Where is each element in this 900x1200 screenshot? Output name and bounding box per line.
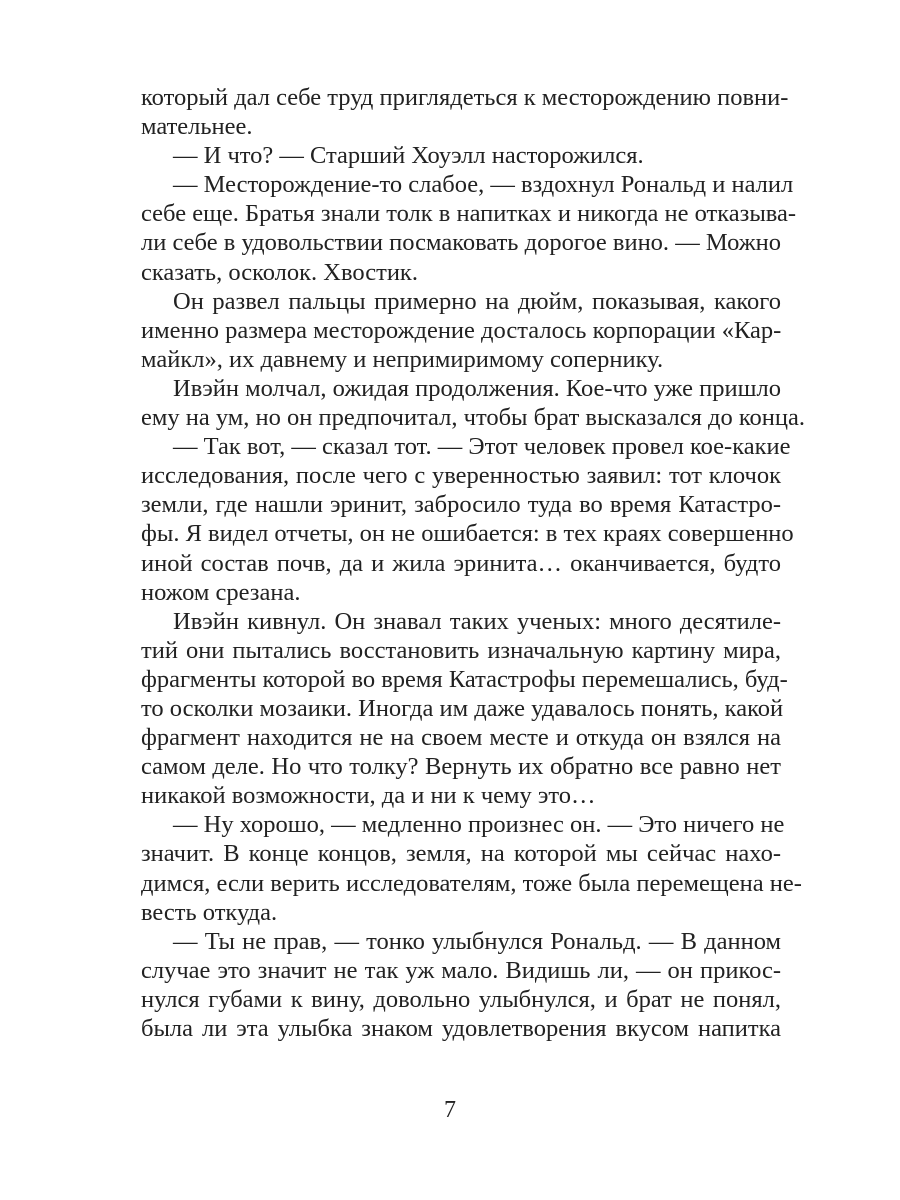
text-line: мательнее. <box>141 113 253 141</box>
text-line: земли, где нашли эринит, забросило туда во время Катастро- <box>141 491 781 519</box>
text-line: тий они пытались восстановить изначальную картину мира, <box>141 636 781 664</box>
text-line: — И что? — Старший Хоуэлл насторожился. <box>173 142 644 170</box>
body-text <box>141 83 805 1043</box>
text-line: исследования, после чего с уверенностью заявил: тот клочок <box>141 462 781 490</box>
text-line: весть откуда. <box>141 898 278 926</box>
text-line: ножом срезана. <box>141 578 301 606</box>
text-line: случае это значит не так уж мало. Видишь ли, — он прикос- <box>141 956 781 984</box>
text-line: самом деле. Но что толку? Вернуть их обратно все равно нет <box>141 753 781 781</box>
text-line: именно размера месторождение досталось корпорации «Кар- <box>141 316 782 344</box>
text-line: — Месторождение-то слабое, — вздохнул Рональд и налил <box>173 171 794 199</box>
text-line: ли себе в удовольствии посмаковать дорогое вино. — Можно <box>141 229 781 257</box>
text-line: димся, если верить исследователям, тоже была перемещена не- <box>141 869 802 897</box>
text-line: — Ты не прав, — тонко улыбнулся Рональд. — В данном <box>173 927 781 955</box>
text-line: — Так вот, — сказал тот. — Этот человек провел кое-какие <box>173 433 791 461</box>
text-line: нулся губами к вину, довольно улыбнулся, и брат не понял, <box>141 985 781 1013</box>
text-line: была ли эта улыбка знаком удовлетворения вкусом напитка <box>141 1015 781 1042</box>
text-line: иной состав почв, да и жила эринита… оканчивается, будто <box>141 549 781 577</box>
text-line: фрагмент находится не на своем месте и откуда он взялся на <box>141 724 781 752</box>
text-line: который дал себе труд приглядеться к месторождению повни- <box>141 84 789 111</box>
text-line: фы. Я видел отчеты, он не ошибается: в тех краях совершенно <box>141 520 794 548</box>
text-line: фрагменты которой во время Катастрофы перемешались, буд- <box>141 665 788 693</box>
text-line: значит. В конце концов, земля, на которой мы сейчас нахо- <box>141 840 781 868</box>
text-line: ему на ум, но он предпочитал, чтобы брат высказался до конца. <box>141 404 805 432</box>
text-line: Ивэйн кивнул. Он знавал таких ученых: много десятиле- <box>173 607 781 635</box>
text-line: майкл», их давнему и непримиримому сопернику. <box>141 345 664 373</box>
page-number: 7 <box>444 1097 456 1123</box>
text-line: себе еще. Братья знали толк в напитках и никогда не отказыва- <box>141 200 797 228</box>
text-line: никакой возможности, да и ни к чему это… <box>141 782 596 810</box>
text-line: Ивэйн молчал, ожидая продолжения. Кое-что уже пришло <box>173 374 781 402</box>
text-line: Он развел пальцы примерно на дюйм, показывая, какого <box>173 287 781 315</box>
text-line: сказать, осколок. Хвостик. <box>141 258 418 286</box>
text-line: — Ну хорошо, — медленно произнес он. — Это ничего не <box>173 811 785 839</box>
text-line: то осколки мозаики. Иногда им даже удавалось понять, какой <box>141 694 784 722</box>
